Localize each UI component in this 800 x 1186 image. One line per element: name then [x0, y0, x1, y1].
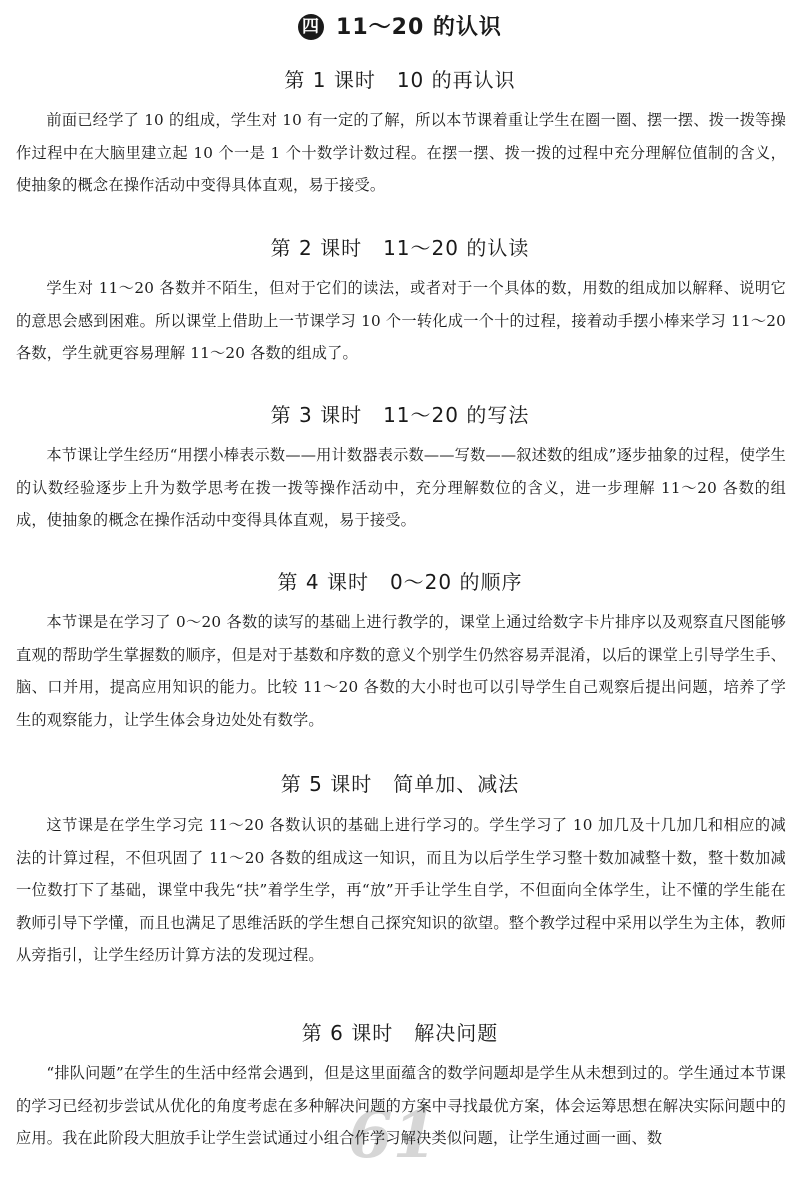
- chapter-title-text: 11～20 的认识: [336, 15, 502, 40]
- lesson-5-paragraph: 这节课是在学生学习完 11～20 各数认识的基础上进行学习的。学生学习了 10 加几及十几加几和相应的减法的计算过程，不但巩固了 11～20 各数的组成这一知识，而且为以后学生学习整十数加减整十数，整十数加减一位数打下了基础，课堂中我先“扶”着学生学，再“放”开手让学生自学，不但面向全体学生，让不懂的学生能在教师引导下学懂，而且也满足了思维活跃的学生想自己探究知识的欲望。整个教学过程中采用以学生为主体，教师从旁指引，让学生经历计算方法的发现过程。: [16, 816, 786, 964]
- lesson-2-title: 第 2 课时 11～20 的认读: [270, 236, 530, 260]
- lesson-6-title: 第 6 课时 解决问题: [301, 1021, 499, 1045]
- lesson-3-title: 第 3 课时 11～20 的写法: [270, 403, 530, 427]
- page-number-watermark: 61: [348, 1098, 438, 1173]
- lesson-4-paragraph: 本节课是在学习了 0～20 各数的读写的基础上进行教学的，课堂上通过给数字卡片排序以及观察直尺图能够直观的帮助学生掌握数的顺序，但是对于基数和序数的意义个别学生仍然容易弄混淆，以后的课堂上引导学生手、脑、口并用，提高应用知识的能力。比较 11～20 各数的大小时也可以引导学生自己观察后提出问题，培养了学生的观察能力，让学生体会身边处处有数学。: [16, 613, 786, 729]
- chapter-badge: 四: [298, 14, 324, 40]
- lesson-4-title: 第 4 课时 0～20 的顺序: [277, 570, 523, 594]
- lesson-6-paragraph: “排队问题”在学生的生活中经常会遇到，但是这里面蕴含的数学问题却是学生从未想到过的。学生通过本节课的学习已经初步尝试从优化的角度考虑在多种解决问题的方案中寻找最优方案，体会运筹思想在解决实际问题中的应用。我在此阶段大胆放手让学生尝试通过小组合作学习解决类似问题，让学生通过画一画、数: [16, 1064, 786, 1147]
- lesson-1-title: 第 1 课时 10 的再认识: [284, 68, 516, 92]
- lesson-2-paragraph: 学生对 11～20 各数并不陌生，但对于它们的读法，或者对于一个具体的数，用数的组成加以解释、说明它的意思会感到困难。所以课堂上借助上一节课学习 10 个一转化成一个十的过程，接着动手摆小棒来学习 11～20 各数，学生就更容易理解 11～20 各数的组成了。: [16, 279, 786, 362]
- lesson-1-paragraph: 前面已经学了 10 的组成，学生对 10 有一定的了解，所以本节课着重让学生在圈一圈、摆一摆、拨一拨等操作过程中在大脑里建立起 10 个一是 1 个十数学计数过程。在摆一摆、拨一拨的过程中充分理解位值制的含义，使抽象的概念在操作活动中变得具体直观，易于接受。: [16, 111, 786, 194]
- lesson-5-title: 第 5 课时 简单加、减法: [280, 772, 520, 796]
- chapter-title: [0, 10, 800, 41]
- lesson-3-paragraph: 本节课让学生经历“用摆小棒表示数——用计数器表示数——写数——叙述数的组成”逐步抽象的过程，使学生的认数经验逐步上升为数学思考在拨一拨等操作活动中，充分理解数位的含义，进一步理解 11～20 各数的组成，使抽象的概念在操作活动中变得具体直观，易于接受。: [16, 446, 786, 529]
